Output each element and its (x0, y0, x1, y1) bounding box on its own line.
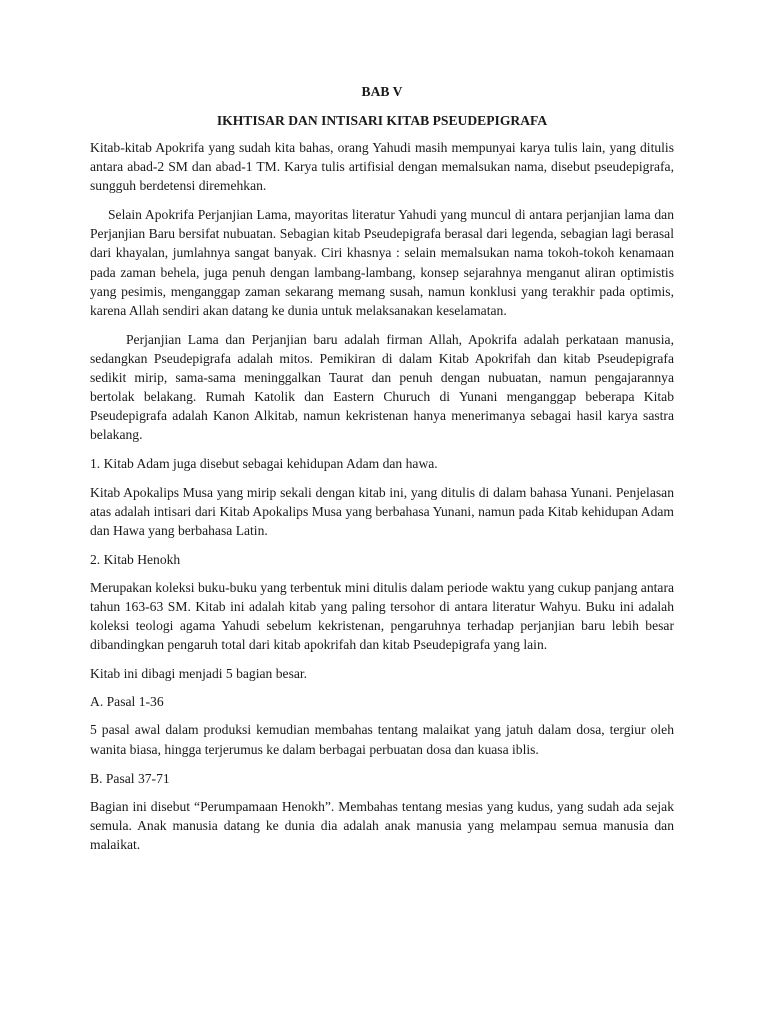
paragraph-pasal-awal: 5 pasal awal dalam produksi kemudian membahas tentang malaikat yang jatuh dalam dosa, tergiur oleh wanita biasa, hingga terjerumus ke dalam berbagai perbuatan dosa dan kuasa iblis. (90, 722, 674, 757)
paragraph-perumpamaan: Bagian ini disebut “Perumpamaan Henokh”. Membahas tentang mesias yang kudus, yang sudah ada sejak semula. Anak manusia datang ke dunia dia adalah anak manusia yang melampau semua manusia dan malaikat. (90, 798, 674, 852)
section-heading-kitab-henokh: 2. Kitab Henokh (90, 551, 181, 567)
paragraph-intro: Kitab-kitab Apokrifa yang sudah kita bahas, orang Yahudi masih mempunyai karya tulis lain, yang ditulis antara abad-2 SM dan abad-1 TM. Karya tulis artifisial dengan memalsukan nama, disebut pseudepigrafa, sungguh berdetensi diremehkan. (90, 140, 674, 194)
section-heading-pasal-37-71: B. Pasal 37-71 (90, 770, 170, 786)
paragraph-apokrifa: Selain Apokrifa Perjanjian Lama, mayoritas literatur Yahudi yang muncul di antara perjanjian lama dan Perjanjian Baru bersifat nubuatan. Sebagian kitab Pseudepigrafa berasal dari legenda, sebagian lagi berasal dari khayalan, jumlahnya sangat banyak. Ciri khasnya : selain memalsukan nama tokoh-tokoh kenamaan pada zaman behela, juga penuh dengan lambang-lambang, konsep sejarahnya menganut aliran optimistis yang pesimis, menganggap zaman sekarang memang susah, namun konklusi yang terakhir pada optimis, karena Allah sendiri akan datang ke dunia untuk melaksanakan keselamatan. (90, 207, 674, 318)
section-heading-pasal-1-36: A. Pasal 1-36 (90, 694, 164, 710)
document-page (90, 82, 674, 864)
paragraph-firman: Perjanjian Lama dan Perjanjian baru adalah firman Allah, Apokrifa adalah perkataan manusia, sedangkan Pseudepigrafa adalah mitos. Pemikiran di dalam Kitab Apokrifah dan kitab Pseudepigrafa sedikit mirip, sama-sama meninggalkan Taurat dan penuh dengan nubuatan, namun pengajarannya bertolak belakang. Rumah Katolik dan Eastern Churuch di Yunani menganggap beberapa Kitab Pseudepigrafa adalah Kanon Alkitab, namun kekristenan hanya menerimanya sebagai hasil karya sastra belakang. (90, 331, 674, 443)
paragraph-apokalips-musa: Kitab Apokalips Musa yang mirip sekali dengan kitab ini, yang ditulis di dalam bahasa Yunani. Penjelasan atas adalah intisari dari Kitab Apokalips Musa yang berbahasa Yunani, namun pada Kitab kehidupan Adam dan Hawa yang berbahasa Latin. (90, 484, 674, 538)
document-title: IKHTISAR DAN INTISARI KITAB PSEUDEPIGRAFA (216, 113, 548, 128)
paragraph-pembagian: Kitab ini dibagi menjadi 5 bagian besar. (90, 666, 308, 682)
chapter-heading: BAB V (361, 84, 403, 99)
paragraph-koleksi: Merupakan koleksi buku-buku yang terbentuk mini ditulis dalam periode waktu yang cukup panjang antara tahun 163-63 SM. Kitab ini adalah kitab yang paling tersohor di antara literatur Wahyu. Buku ini adalah koleksi teologi agama Yahudi sebelum kekristenan, pengaruhnya terhadap perjanjian baru lebih besar dibandingkan pengaruh total dari kitab apokrifah dan kitab Pseudepigrafa yang lain. (90, 579, 675, 653)
section-heading-kitab-adam: 1. Kitab Adam juga disebut sebagai kehidupan Adam dan hawa. (90, 456, 438, 472)
